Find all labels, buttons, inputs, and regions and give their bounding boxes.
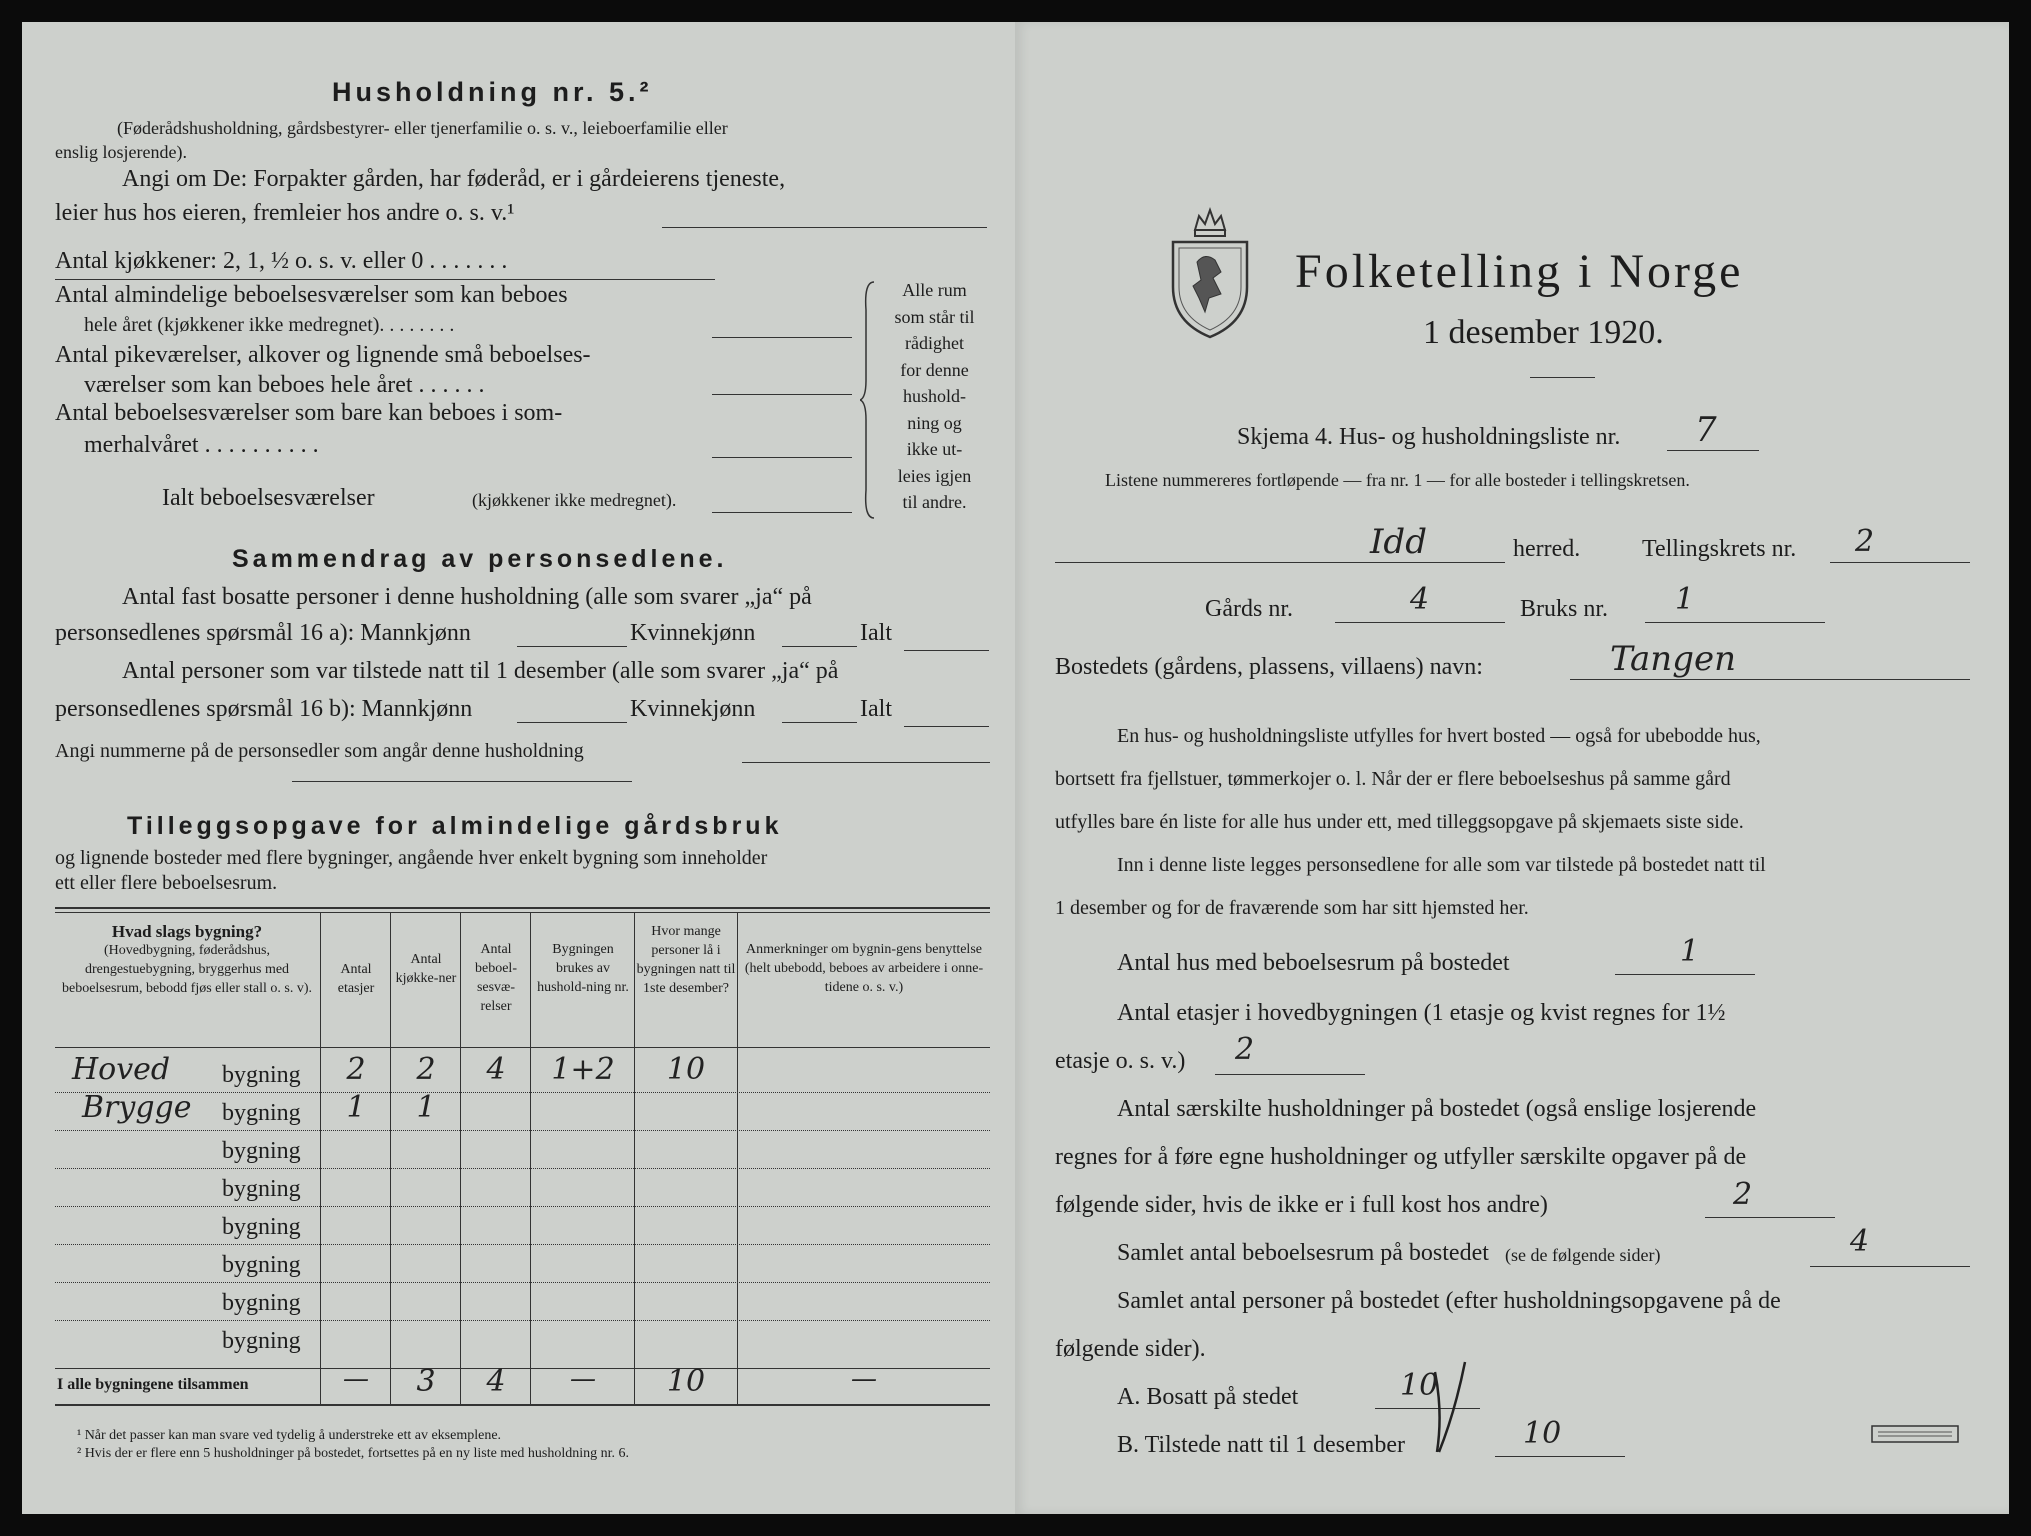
houses-value: 1	[1680, 934, 1700, 969]
rooms-2a: Antal pikeværelser, alkover og lignende små beboelses-	[55, 342, 591, 368]
supplement-title: Tilleggsopgave for almindelige gårdsbruk	[127, 812, 783, 840]
gards-value: 4	[1410, 582, 1430, 617]
rooms-label: Samlet antal beboelsesrum på bostedet	[1117, 1240, 1489, 1266]
household-intro-2: enslig losjerende).	[55, 142, 187, 162]
summary-a-female-line	[782, 646, 857, 647]
bosted-label: Bostedets (gårdens, plassens, villaens) navn:	[1055, 654, 1483, 680]
supplement-line-2: ett eller flere beboelsesrum.	[55, 872, 278, 894]
coat-of-arms-icon	[1165, 202, 1255, 342]
herred-value: Idd	[1370, 522, 1427, 562]
rooms-1b: hele året (kjøkkener ikke medregnet). . . . . . . .	[84, 314, 455, 336]
col-floors: Antal etasjer	[337, 962, 375, 996]
household-intro-1: (Føderådshusholdning, gårdsbestyrer- eller tjenerfamilie o. s. v., leieboerfamilie eller	[117, 118, 728, 138]
krets-label: Tellingskrets nr.	[1642, 536, 1797, 562]
floors-label-2: etasje o. s. v.)	[1055, 1048, 1186, 1074]
bruks-value: 1	[1675, 582, 1695, 617]
instruction-2: bortsett fra fjellstuer, tømmerkojer o. l. Når der er flere beboelseshus på samme gård	[1055, 768, 1731, 790]
kitchens-underline	[55, 279, 715, 280]
floors-value: 2	[1235, 1032, 1255, 1067]
question-line-2: leier hus hos eieren, fremleier hos andre o. s. v.¹	[55, 200, 515, 226]
houses-answer-line	[1615, 974, 1755, 975]
persons-label-1: Samlet antal personer på bostedet (efter husholdningsopgavene på de	[1117, 1288, 1781, 1314]
rooms-total-answer-line	[712, 512, 852, 513]
summary-a1: Antal fast bosatte personer i denne husholdning (alle som svarer „ja“ på	[122, 584, 812, 610]
bruks-label: Bruks nr.	[1520, 596, 1609, 622]
households-value: 2	[1733, 1177, 1753, 1212]
present-label: B. Tilstede natt til 1 desember	[1117, 1432, 1405, 1458]
summary-a-female-label: Kvinnekjønn	[630, 620, 756, 646]
col-building: Hvad slags bygning? (Hovedbygning, føderådshus, drengestuebygning, bryggerhus med beboelsesrum, bebodd fjøs eller stall o. s. v).	[61, 922, 312, 996]
summary-title: Sammendrag av personsedlene.	[232, 545, 728, 573]
bosted-value: Tangen	[1610, 639, 1736, 679]
col-rooms: Antal beboel-sesvæ-relser	[475, 942, 517, 1014]
rooms-2b: værelser som kan beboes hele året . . . . . .	[84, 372, 485, 398]
gards-label: Gårds nr.	[1205, 596, 1293, 622]
col-kitchens: Antal kjøkke-ner	[395, 952, 457, 986]
supplement-line-1: og lignende bosteder med flere bygninger, angående hver enkelt bygning som inneholder	[55, 847, 768, 869]
col-remarks: Anmerkninger om bygnin-gens benyttelse (helt ubebodd, beboes av arbeidere i onne-tidene o. s. v.)	[744, 942, 984, 995]
summary-b-total-line	[904, 726, 989, 727]
col-household: Bygningen brukes av hushold-ning nr.	[537, 942, 629, 995]
herred-label: herred.	[1513, 536, 1581, 562]
persons-label-2: følgende sider).	[1055, 1336, 1206, 1362]
rooms-value: 4	[1850, 1224, 1870, 1259]
instruction-3: utfylles bare én liste for alle hus under ett, med tilleggsopgave på skjemaets siste side.	[1055, 811, 1744, 833]
schema-answer-line	[1667, 450, 1759, 451]
households-label-3: følgende sider, hvis de ikke er i full kost hos andre)	[1055, 1192, 1548, 1218]
question-line-1: Angi om De: Forpakter gården, har føderåd, er i gårdeierens tjeneste,	[122, 166, 786, 192]
krets-value: 2	[1855, 524, 1875, 559]
households-label-1: Antal særskilte husholdninger på bostedet (også enslige losjerende	[1117, 1096, 1757, 1122]
schema-value: 7	[1695, 410, 1717, 450]
summary-a-male-line	[517, 646, 627, 647]
instruction-5: 1 desember og for de fraværende som har sitt hjemsted her.	[1055, 897, 1529, 919]
question-answer-line	[662, 227, 987, 228]
present-answer-line	[1495, 1456, 1625, 1457]
rooms-3b: merhalvåret . . . . . . . . . .	[84, 432, 319, 458]
bosted-answer-line	[1570, 679, 1970, 680]
schema-label: Skjema 4. Hus- og husholdningsliste nr.	[1237, 424, 1621, 450]
instruction-1: En hus- og husholdningsliste utfylles for hvert bosted — også for ubebodde hus,	[1117, 725, 1761, 747]
floors-answer-line	[1215, 1074, 1365, 1075]
numbering-note: Listene nummereres fortløpende — fra nr. 1 — for alle bosteder i tellingskretsen.	[1105, 470, 1690, 490]
household-title: Husholdning nr. 5.²	[332, 77, 653, 107]
rooms-1-answer-line	[712, 337, 852, 338]
summary-a2: personsedlenes spørsmål 16 a): Mannkjønn	[55, 620, 471, 646]
census-title: Folketelling i Norge	[1295, 245, 1744, 298]
households-answer-line	[1705, 1217, 1835, 1218]
rooms-total-label: Ialt beboelsesværelser	[162, 485, 375, 511]
krets-answer-line	[1830, 562, 1970, 563]
rooms-3a: Antal beboelsesværelser som bare kan beboes i som-	[55, 400, 563, 426]
col-persons: Hvor mange personer lå i bygningen natt til 1ste desember?	[636, 924, 736, 996]
rooms-note: (se de følgende sider)	[1505, 1245, 1661, 1265]
summary-a-total-line	[904, 650, 989, 651]
summary-b-total-label: Ialt	[860, 696, 892, 722]
households-label-2: regnes for å føre egne husholdninger og utfyller særskilte opgaver på de	[1055, 1144, 1747, 1170]
right-page	[1015, 22, 2009, 1514]
left-page: Husholdning nr. 5.² (Føderådshusholdning, gårdsbestyrer- eller tjenerfamilie o. s. v., leieboerfamilie eller enslig losjerende). Angi om De: Forpakter gården, har føderåd, er i gårdeierens tjeneste, leier hus hos eieren, fremleier hos andre o. s. v.¹ Antal kjøkkener: 2, 1, ½ o. s. v. eller 0 . . . . . . . Antal almindelige beboelsesværelser som kan beboes hele året (kjøkkener ikke medregnet). . . . . . . . Antal pikeværelser, alkover og lignende små beboelses- værelser som kan beboes hele året . . . . . . Antal beboelsesværelser som bare kan beboes i som- merhalvåret . . . . . . . . . . Ialt beboelsesværelser (kjøkkener ikke medregnet). Alle rum som står til rådighet for denne hushold- ning og ikke ut- leies igjen til andre. Sammendrag av personsedlene. Antal fast bosatte personer i denne husholdning (alle som svarer „ja“ på personsedlenes spørsmål 16 a): Mannkjønn Kvinnekjønn Ialt Antal personer som var tilstede natt til 1 desember (alle som svarer „ja“ på personsedlenes spørsmål 16 b): Mannkjønn Kvinnekjønn Ialt Angi nummerne på de personsedler som angår denne husholdning Tilleggsopgave for almindelige gårdsbruk og lignende bosteder med flere bygninger, angående hver enkelt bygning som inneholder ett eller flere beboelsesrum. Hvad slags bygning? (Hovedbygning, føderådshus, drengestuebygning, bryggerhus med beboelsesrum, bebodd fjøs eller stall o. s. v). Antal etasjer Antal kjøkke-ner Antal beboel-sesvæ-relser Bygningen brukes av hushold-ning nr. Hvor mange personer lå i bygningen natt til 1ste desember? Anmerkninger om bygnin-gens benyttelse (helt ubebodd, beboes av arbeidere i onne-tidene o. s. v.) Hoved bygning 2 2 4 1+2 10 Brygge bygning 1 1 bygning bygning bygning bygning bygning bygning I alle bygningene tilsammen — 3 4 — 10 — ¹ Når det passer kan man svare ved tydelig å understreke ett av eksemplene. ² Hvis der er flere enn 5 husholdninger på bostedet, fortsettes på en ny liste med husholdning nr. 6.	[22, 22, 1015, 1514]
summary-b2: personsedlenes spørsmål 16 b): Mannkjønn	[55, 696, 473, 722]
resident-value: 10	[1400, 1368, 1439, 1403]
footnote-1: ¹ Når det passer kan man svare ved tydelig å understreke ett av eksemplene.	[77, 1428, 502, 1443]
houses-label: Antal hus med beboelsesrum på bostedet	[1117, 950, 1510, 976]
numbers-label: Angi nummerne på de personsedler som angår denne husholdning	[55, 740, 584, 762]
summary-b-male-line	[517, 722, 627, 723]
resident-label: A. Bosatt på stedet	[1117, 1384, 1299, 1410]
summary-b1: Antal personer som var tilstede natt til 1 desember (alle som svarer „ja“ på	[122, 658, 839, 684]
floors-label-1: Antal etasjer i hovedbygningen (1 etasje og kvist regnes for 1½	[1117, 1000, 1726, 1026]
summary-b-female-label: Kvinnekjønn	[630, 696, 756, 722]
title-divider	[1530, 377, 1595, 378]
present-value: 10	[1523, 1416, 1562, 1451]
rooms-answer-line	[1810, 1266, 1970, 1267]
summary-b-female-line	[782, 722, 857, 723]
section-divider	[292, 781, 632, 782]
footnote-2: ² Hvis der er flere enn 5 husholdninger på bostedet, fortsettes på en ny liste med husholdning nr. 6.	[77, 1446, 630, 1461]
gards-answer-line	[1335, 622, 1505, 623]
census-date: 1 desember 1920.	[1423, 314, 1664, 351]
rooms-1a: Antal almindelige beboelsesværelser som kan beboes	[55, 282, 568, 308]
bruks-answer-line	[1645, 622, 1825, 623]
rooms-total-note: (kjøkkener ikke medregnet).	[472, 490, 677, 510]
summary-a-total-label: Ialt	[860, 620, 892, 646]
kitchens-label: Antal kjøkkener: 2, 1, ½ o. s. v. eller 0 . . . . . . .	[55, 248, 508, 274]
numbers-answer-line	[742, 762, 990, 763]
printer-stamp-icon	[1870, 1424, 1960, 1446]
brace-note: Alle rum som står til rådighet for denne hushold- ning og ikke ut- leies igjen til andre.	[894, 280, 975, 512]
rooms-2-answer-line	[712, 394, 852, 395]
instruction-4: Inn i denne liste legges personsedlene for alle som var tilstede på bostedet natt til	[1117, 854, 1766, 876]
herred-answer-line	[1055, 562, 1505, 563]
rooms-3-answer-line	[712, 457, 852, 458]
check-mark-icon	[1415, 1352, 1505, 1462]
